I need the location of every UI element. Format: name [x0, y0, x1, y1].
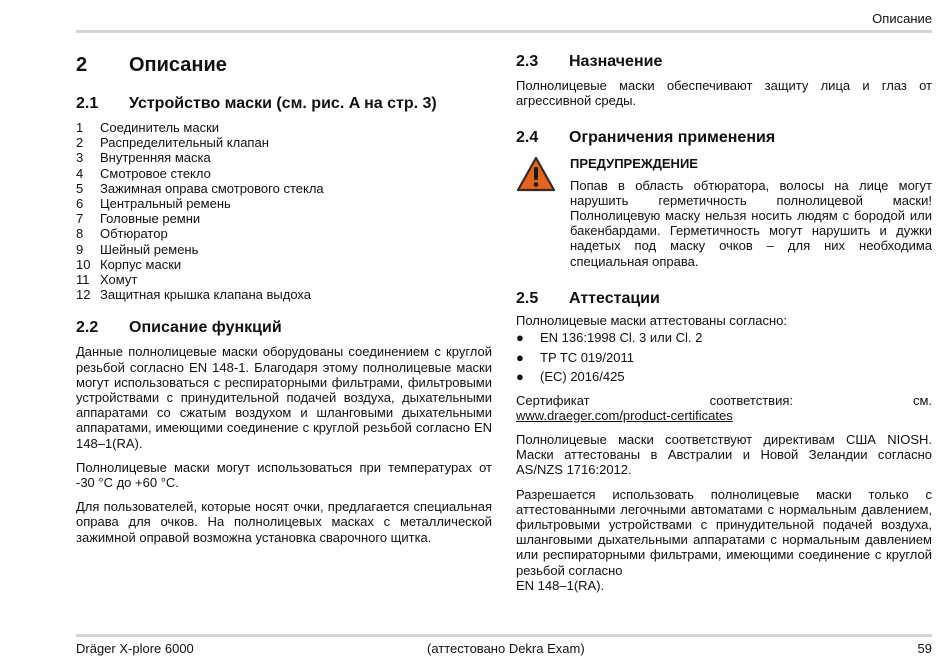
list-item — [76, 181, 492, 196]
section-title: Ограничения применения — [569, 129, 776, 147]
warning-box — [516, 156, 932, 268]
footer-rule — [76, 634, 932, 637]
paragraph: Полнолицевые маски обеспечивают защиту лица и глаз от агрессивной среды. — [516, 78, 932, 109]
footer-center: (аттестовано Dekra Exam) — [427, 641, 585, 656]
bullet-item — [516, 328, 932, 348]
list-item — [76, 272, 492, 287]
list-item-number: 11 — [76, 272, 90, 288]
list-item-number: 9 — [76, 241, 84, 257]
list-item-label: Головные ремни — [100, 211, 201, 227]
paragraph: Для пользователей, которые носят очки, предлагается специальная оправа для очков. На полнолицевых масках с металлической зажимной оправой возможна установка сварочного щитка. — [76, 499, 492, 545]
bullet-label: TP TC 019/2011 — [540, 349, 634, 365]
paragraph: Полнолицевые маски могут использоваться при температурах от -30 °C до +60 °C. — [76, 459, 492, 491]
parts-list — [76, 120, 492, 302]
section-number: 2.4 — [516, 129, 539, 147]
list-item-label: Смотровое стекло — [100, 165, 211, 181]
approval-intro: Полнолицевые маски аттестованы согласно: — [516, 312, 787, 328]
list-item — [76, 287, 492, 302]
list-item-number: 5 — [76, 180, 84, 196]
footer-product: Dräger X-plore 6000 — [76, 641, 194, 656]
list-item-number: 12 — [76, 287, 91, 303]
list-item-label: Обтюратор — [100, 226, 168, 242]
list-item-number: 1 — [76, 120, 84, 135]
list-item — [76, 150, 492, 165]
allowed-text-end: EN 148–1(RA). — [516, 577, 605, 593]
list-item-number: 8 — [76, 226, 84, 242]
list-item — [76, 257, 492, 272]
approval-list — [516, 328, 932, 387]
section-2-3-heading — [516, 52, 932, 72]
paragraph: Данные полнолицевые маски оборудованы соединением с круглой резьбой согласно EN 148-1. Благодаря этому полнолицевые маски могут использоваться с респираторными фильтрами, фильтровыми устройствами с принудительной подачей воздуха, дыхательными аппаратами со сжатым воздухом и шланговыми дыхательными аппаратами, имеющими соединение с круглой резьбой согласно EN 148–1(RA). — [76, 344, 492, 451]
paragraph: Полнолицевые маски соответствуют директивам США NIOSH. Маски аттестованы в Австралии и Новой Зеландии согласно AS/NZS 1716:2012. — [516, 431, 932, 478]
list-item — [76, 226, 492, 241]
warning-title: ПРЕДУПРЕЖДЕНИЕ — [570, 156, 698, 172]
chapter-number: 2 — [76, 54, 88, 76]
right-column — [516, 52, 932, 593]
list-item-label: Защитная крышка клапана выдоха — [100, 287, 312, 303]
list-item-number: 10 — [76, 256, 91, 272]
certificate-prefix: Сертификат соответствия: см. — [516, 392, 932, 408]
bullet-label: EN 136:1998 Cl. 3 или Cl. 2 — [540, 330, 703, 346]
list-item-number: 7 — [76, 211, 84, 227]
certificate-link[interactable]: www.draeger.com/product-certificates — [516, 407, 733, 423]
list-item-label: Распределительный клапан — [100, 135, 269, 151]
section-title: Устройство маски (см. рис. A на стр. 3) — [129, 95, 437, 112]
page-number: 59 — [917, 641, 932, 656]
section-2-2-heading — [76, 318, 492, 338]
warning-triangle-icon — [516, 156, 570, 268]
list-item — [76, 135, 492, 150]
header-rule — [76, 30, 932, 33]
list-item — [76, 166, 492, 181]
list-item-label: Внутренняя маска — [100, 150, 211, 166]
list-item — [76, 120, 492, 135]
list-item-label: Шейный ремень — [100, 241, 199, 257]
section-number: 2.2 — [76, 319, 99, 337]
list-item-number: 4 — [76, 165, 84, 181]
paragraph — [516, 487, 932, 593]
bullet-label: (EC) 2016/425 — [540, 369, 625, 385]
list-item-label: Хомут — [100, 272, 138, 288]
section-title: Аттестации — [569, 289, 660, 307]
section-2-5-heading — [516, 289, 932, 309]
list-item-label: Центральный ремень — [100, 196, 231, 212]
bullet-item — [516, 348, 932, 368]
bullet-icon: ● — [516, 330, 524, 346]
list-item-label: Соединитель маски — [100, 120, 220, 135]
list-item-label: Корпус маски — [100, 256, 182, 272]
section-title: Назначение — [569, 53, 663, 70]
list-item-number: 2 — [76, 135, 84, 151]
list-item-number: 3 — [76, 150, 84, 166]
bullet-icon: ● — [516, 369, 524, 385]
running-header: Описание — [872, 11, 932, 26]
chapter-heading — [76, 52, 492, 78]
list-item — [76, 242, 492, 257]
bullet-item — [516, 367, 932, 387]
warning-text: Попав в область обтюратора, волосы на лице могут нарушить герметичность полнолицевой маски! Полнолицевую маску нельзя носить людям с бородой или бакенбардами. Герметичность могут нарушить и дужки надетых под маску очков – для них необходима специальная оправа. — [570, 177, 932, 269]
section-number: 2.1 — [76, 95, 99, 112]
list-item — [76, 196, 492, 211]
section-number: 2.5 — [516, 289, 539, 307]
left-column — [76, 52, 492, 554]
section-2-1-heading — [76, 94, 492, 114]
section-number: 2.3 — [516, 53, 539, 70]
list-item-number: 6 — [76, 196, 84, 212]
section-2-4-heading — [516, 128, 932, 148]
list-item-label: Зажимная оправа смотрового стекла — [100, 180, 324, 196]
allowed-text: Разрешается использовать полнолицевые маски только с аттестованными легочными автоматами с нормальным давлением, фильтровыми устройствами с принудительной подачей воздуха, шланговыми дыхательными аппаратами с нормальным давлением или респираторными фильтрами, имеющими соединение с круглой резьбой согласно — [516, 486, 932, 578]
section-title: Описание функций — [129, 319, 282, 337]
bullet-icon: ● — [516, 349, 524, 365]
certificate-paragraph — [516, 393, 932, 423]
list-item — [76, 211, 492, 226]
chapter-title: Описание — [129, 54, 227, 76]
